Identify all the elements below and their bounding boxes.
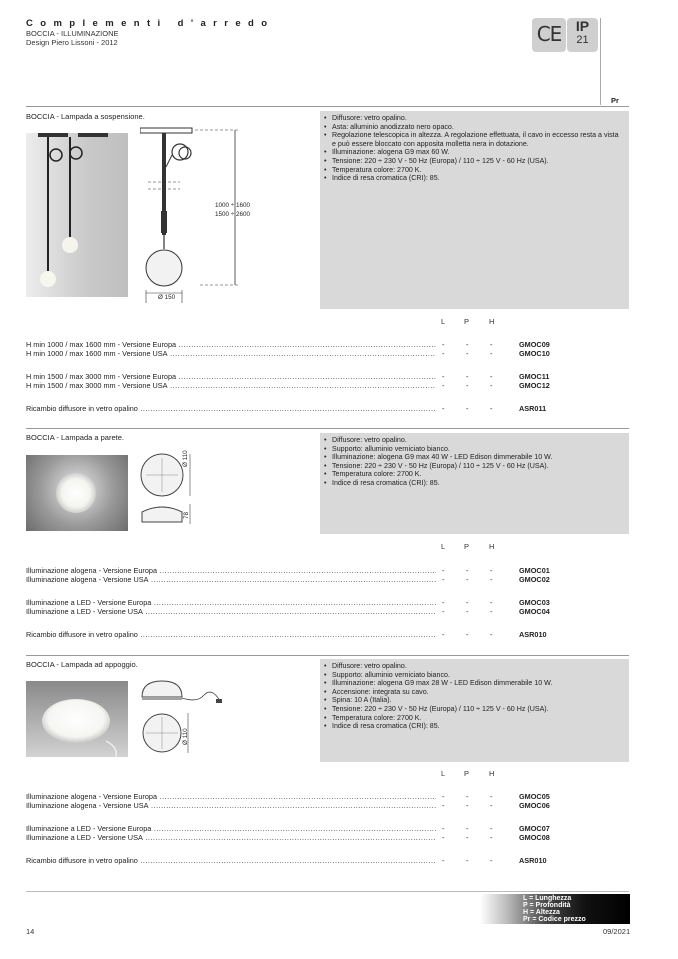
spec-item: • Supporto: alluminio verniciato bianco.: [324, 445, 623, 454]
spec-item: • Illuminazione: alogena G9 max 60 W.: [324, 148, 623, 157]
spec-item: • Temperatura colore: 2700 K.: [324, 714, 623, 723]
suspension-lamp-photo: [26, 133, 128, 297]
row-p: -: [466, 404, 469, 413]
spec-item: • Tensione: 220 ÷ 230 V - 50 Hz (Europa) / 110 ÷ 125 V - 60 Hz (USA).: [324, 157, 623, 166]
legend-item-p: P = Profondità: [523, 902, 571, 910]
row-h: -: [490, 598, 493, 607]
row-label: Ricambio diffusore in vetro opalino .....: [26, 856, 436, 865]
table-row: [26, 404, 566, 414]
row-p: -: [466, 340, 469, 349]
row-label: H min 1500 / max 3000 mm - Versione USA .....: [26, 381, 436, 390]
spec-item: • Illuminazione: alogena G9 max 40 W - LED Edison dimmerabile 10 W.: [324, 453, 623, 462]
row-p: -: [466, 598, 469, 607]
row-l: -: [442, 566, 445, 575]
row-code: GMOC12: [519, 381, 550, 390]
ip-value: 21: [576, 34, 589, 46]
row-l: -: [442, 381, 445, 390]
row-label: Ricambio diffusore in vetro opalino .....: [26, 630, 436, 639]
edition-date: 09/2021: [603, 927, 631, 936]
price-code-header: Pr: [611, 96, 619, 105]
row-l: -: [442, 801, 445, 810]
table-lamp-photo: [26, 681, 128, 757]
spec-item: • Illuminazione: alogena G9 max 28 W - LED Edison dimmerabile 10 W.: [324, 679, 623, 688]
table-row: [26, 575, 566, 585]
col-header-l: L: [441, 317, 446, 326]
row-p: -: [466, 566, 469, 575]
product-line: BOCCIA - ILLUMINAZIONE: [26, 29, 119, 38]
row-l: -: [442, 575, 445, 584]
col-header-h: H: [489, 542, 495, 551]
col-header-p: P: [464, 317, 470, 326]
spec-item: • Asta: alluminio anodizzato nero opaco.: [324, 123, 623, 132]
col-header-p: P: [464, 769, 470, 778]
ce-mark-badge: [532, 18, 566, 52]
row-label: Illuminazione alogena - Versione Europa .....: [26, 566, 436, 575]
row-code: ASR010: [519, 630, 547, 639]
page-number: 14: [26, 927, 35, 936]
row-p: -: [466, 349, 469, 358]
spec-item: • Indice di resa cromatica (CRI): 85.: [324, 722, 623, 731]
col-header-l: L: [441, 542, 446, 551]
spec-item: • Indice di resa cromatica (CRI): 85.: [324, 174, 623, 183]
row-code: GMOC09: [519, 340, 550, 349]
table-row: [26, 801, 566, 811]
col-header-l: L: [441, 769, 446, 778]
row-code: GMOC03: [519, 598, 550, 607]
row-code: GMOC01: [519, 566, 550, 575]
spec-item: • Temperatura colore: 2700 K.: [324, 166, 623, 175]
col-header-h: H: [489, 317, 495, 326]
dim-diameter: Ø 150: [158, 294, 176, 301]
row-p: -: [466, 792, 469, 801]
row-label: Illuminazione a LED - Versione Europa .....: [26, 598, 436, 607]
row-h: -: [490, 607, 493, 616]
spec-item: • Temperatura colore: 2700 K.: [324, 470, 623, 479]
spec-item: • Indice di resa cromatica (CRI): 85.: [324, 479, 623, 488]
spec-item: • Tensione: 220 ÷ 230 V - 50 Hz (Europa) / 110 ÷ 125 V - 60 Hz (USA).: [324, 705, 623, 714]
row-label: H min 1500 / max 3000 mm - Versione Europa .....: [26, 372, 436, 381]
row-code: GMOC04: [519, 607, 550, 616]
row-p: -: [466, 856, 469, 865]
spec-item: • Diffusore: vetro opalino.: [324, 114, 623, 123]
table-lamp-image: [26, 681, 128, 757]
spec-item: • Tensione: 220 ÷ 230 V - 50 Hz (Europa) / 110 ÷ 125 V - 60 Hz (USA).: [324, 462, 623, 471]
row-code: GMOC05: [519, 792, 550, 801]
table-row: [26, 607, 566, 617]
row-p: -: [466, 372, 469, 381]
table-row: [26, 833, 566, 843]
wall-lamp-photo: [26, 455, 128, 531]
spec-box-table: [320, 659, 629, 762]
catalog-title: Complementi d'arredo: [26, 18, 275, 29]
row-p: -: [466, 833, 469, 842]
row-l: -: [442, 598, 445, 607]
spec-item: • Diffusore: vetro opalino.: [324, 436, 623, 445]
spec-item: • Diffusore: vetro opalino.: [324, 662, 623, 671]
section-title-wall: BOCCIA - Lampada a parete.: [26, 433, 124, 442]
spec-list: [324, 114, 623, 183]
ip-rating-badge: [567, 18, 598, 52]
dimension-legend: [480, 894, 630, 924]
row-l: -: [442, 404, 445, 413]
row-code: GMOC08: [519, 833, 550, 842]
row-h: -: [490, 630, 493, 639]
table-row: [26, 856, 566, 866]
row-code: GMOC06: [519, 801, 550, 810]
row-p: -: [466, 607, 469, 616]
row-l: -: [442, 607, 445, 616]
suspension-lamp-image: [26, 133, 128, 297]
spec-box-suspension: [320, 111, 629, 309]
dim-height-2: 1500 ÷ 2600: [215, 211, 250, 218]
row-p: -: [466, 824, 469, 833]
wall-dimension-drawing: [138, 452, 198, 532]
row-p: -: [466, 575, 469, 584]
col-header-h: H: [489, 769, 495, 778]
row-h: -: [490, 349, 493, 358]
row-h: -: [490, 566, 493, 575]
row-label: Illuminazione alogena - Versione USA .....: [26, 575, 436, 584]
footer-divider: [26, 891, 629, 892]
table-row: [26, 349, 566, 359]
row-h: -: [490, 381, 493, 390]
row-h: -: [490, 340, 493, 349]
row-h: -: [490, 372, 493, 381]
spec-item: • Regolazione telescopica in altezza. A regolazione effettuata, il cavo in eccesso resta a vista e può essere bloccato con apposita molletta nera in dotazione.: [324, 131, 623, 148]
row-l: -: [442, 856, 445, 865]
row-code: GMOC02: [519, 575, 550, 584]
table-dimension-drawing: [138, 677, 228, 757]
row-l: -: [442, 372, 445, 381]
row-label: Illuminazione alogena - Versione Europa .....: [26, 792, 436, 801]
row-label: Illuminazione alogena - Versione USA .....: [26, 801, 436, 810]
legend-item-l: L = Lunghezza: [523, 895, 572, 902]
designer-credit: Design Piero Lissoni - 2012: [26, 38, 118, 47]
row-h: -: [490, 404, 493, 413]
row-code: GMOC10: [519, 349, 550, 358]
row-h: -: [490, 833, 493, 842]
row-h: -: [490, 792, 493, 801]
row-label: Illuminazione a LED - Versione USA .....: [26, 833, 436, 842]
dim-height-1: 1000 ÷ 1600: [215, 202, 250, 209]
ce-mark-icon: CE: [536, 22, 562, 46]
row-p: -: [466, 630, 469, 639]
section-divider: [26, 106, 629, 107]
row-code: ASR011: [519, 404, 547, 413]
legend-text: [523, 895, 586, 923]
row-l: -: [442, 833, 445, 842]
dim-depth: 78: [183, 511, 190, 519]
section-title-suspension: BOCCIA - Lampada a sospensione.: [26, 112, 145, 121]
row-label: H min 1000 / max 1600 mm - Versione USA .....: [26, 349, 436, 358]
row-label: Ricambio diffusore in vetro opalino .....: [26, 404, 436, 413]
row-p: -: [466, 381, 469, 390]
dim-diameter: Ø 110: [182, 450, 189, 467]
spec-item: • Spina: 10 A (Italia).: [324, 696, 623, 705]
row-code: GMOC07: [519, 824, 550, 833]
spec-item: • Accensione: integrata su cavo.: [324, 688, 623, 697]
row-code: ASR010: [519, 856, 547, 865]
wall-lamp-image: [26, 455, 128, 531]
row-l: -: [442, 630, 445, 639]
col-header-p: P: [464, 542, 470, 551]
spec-list: [324, 662, 623, 731]
dim-diameter: Ø 110: [182, 728, 189, 745]
row-l: -: [442, 349, 445, 358]
row-h: -: [490, 801, 493, 810]
row-label: Illuminazione a LED - Versione Europa .....: [26, 824, 436, 833]
spec-box-wall: [320, 433, 629, 534]
row-l: -: [442, 792, 445, 801]
row-h: -: [490, 856, 493, 865]
row-p: -: [466, 801, 469, 810]
spec-item: • Supporto: alluminio verniciato bianco.: [324, 671, 623, 680]
row-h: -: [490, 575, 493, 584]
spec-list: [324, 436, 623, 488]
table-row: [26, 381, 566, 391]
row-l: -: [442, 824, 445, 833]
row-h: -: [490, 824, 493, 833]
row-code: GMOC11: [519, 372, 550, 381]
section-divider: [26, 428, 629, 429]
row-label: Illuminazione a LED - Versione USA .....: [26, 607, 436, 616]
legend-item-h: H = Altezza: [523, 909, 560, 917]
legend-item-pr: Pr = Codice prezzo: [523, 916, 586, 924]
section-title-table: BOCCIA - Lampada ad appoggio.: [26, 660, 138, 669]
ip-label: IP: [575, 18, 590, 34]
section-divider: [26, 655, 629, 656]
header-divider: [600, 18, 601, 105]
table-row: [26, 630, 566, 640]
row-l: -: [442, 340, 445, 349]
row-label: H min 1000 / max 1600 mm - Versione Europa .....: [26, 340, 436, 349]
